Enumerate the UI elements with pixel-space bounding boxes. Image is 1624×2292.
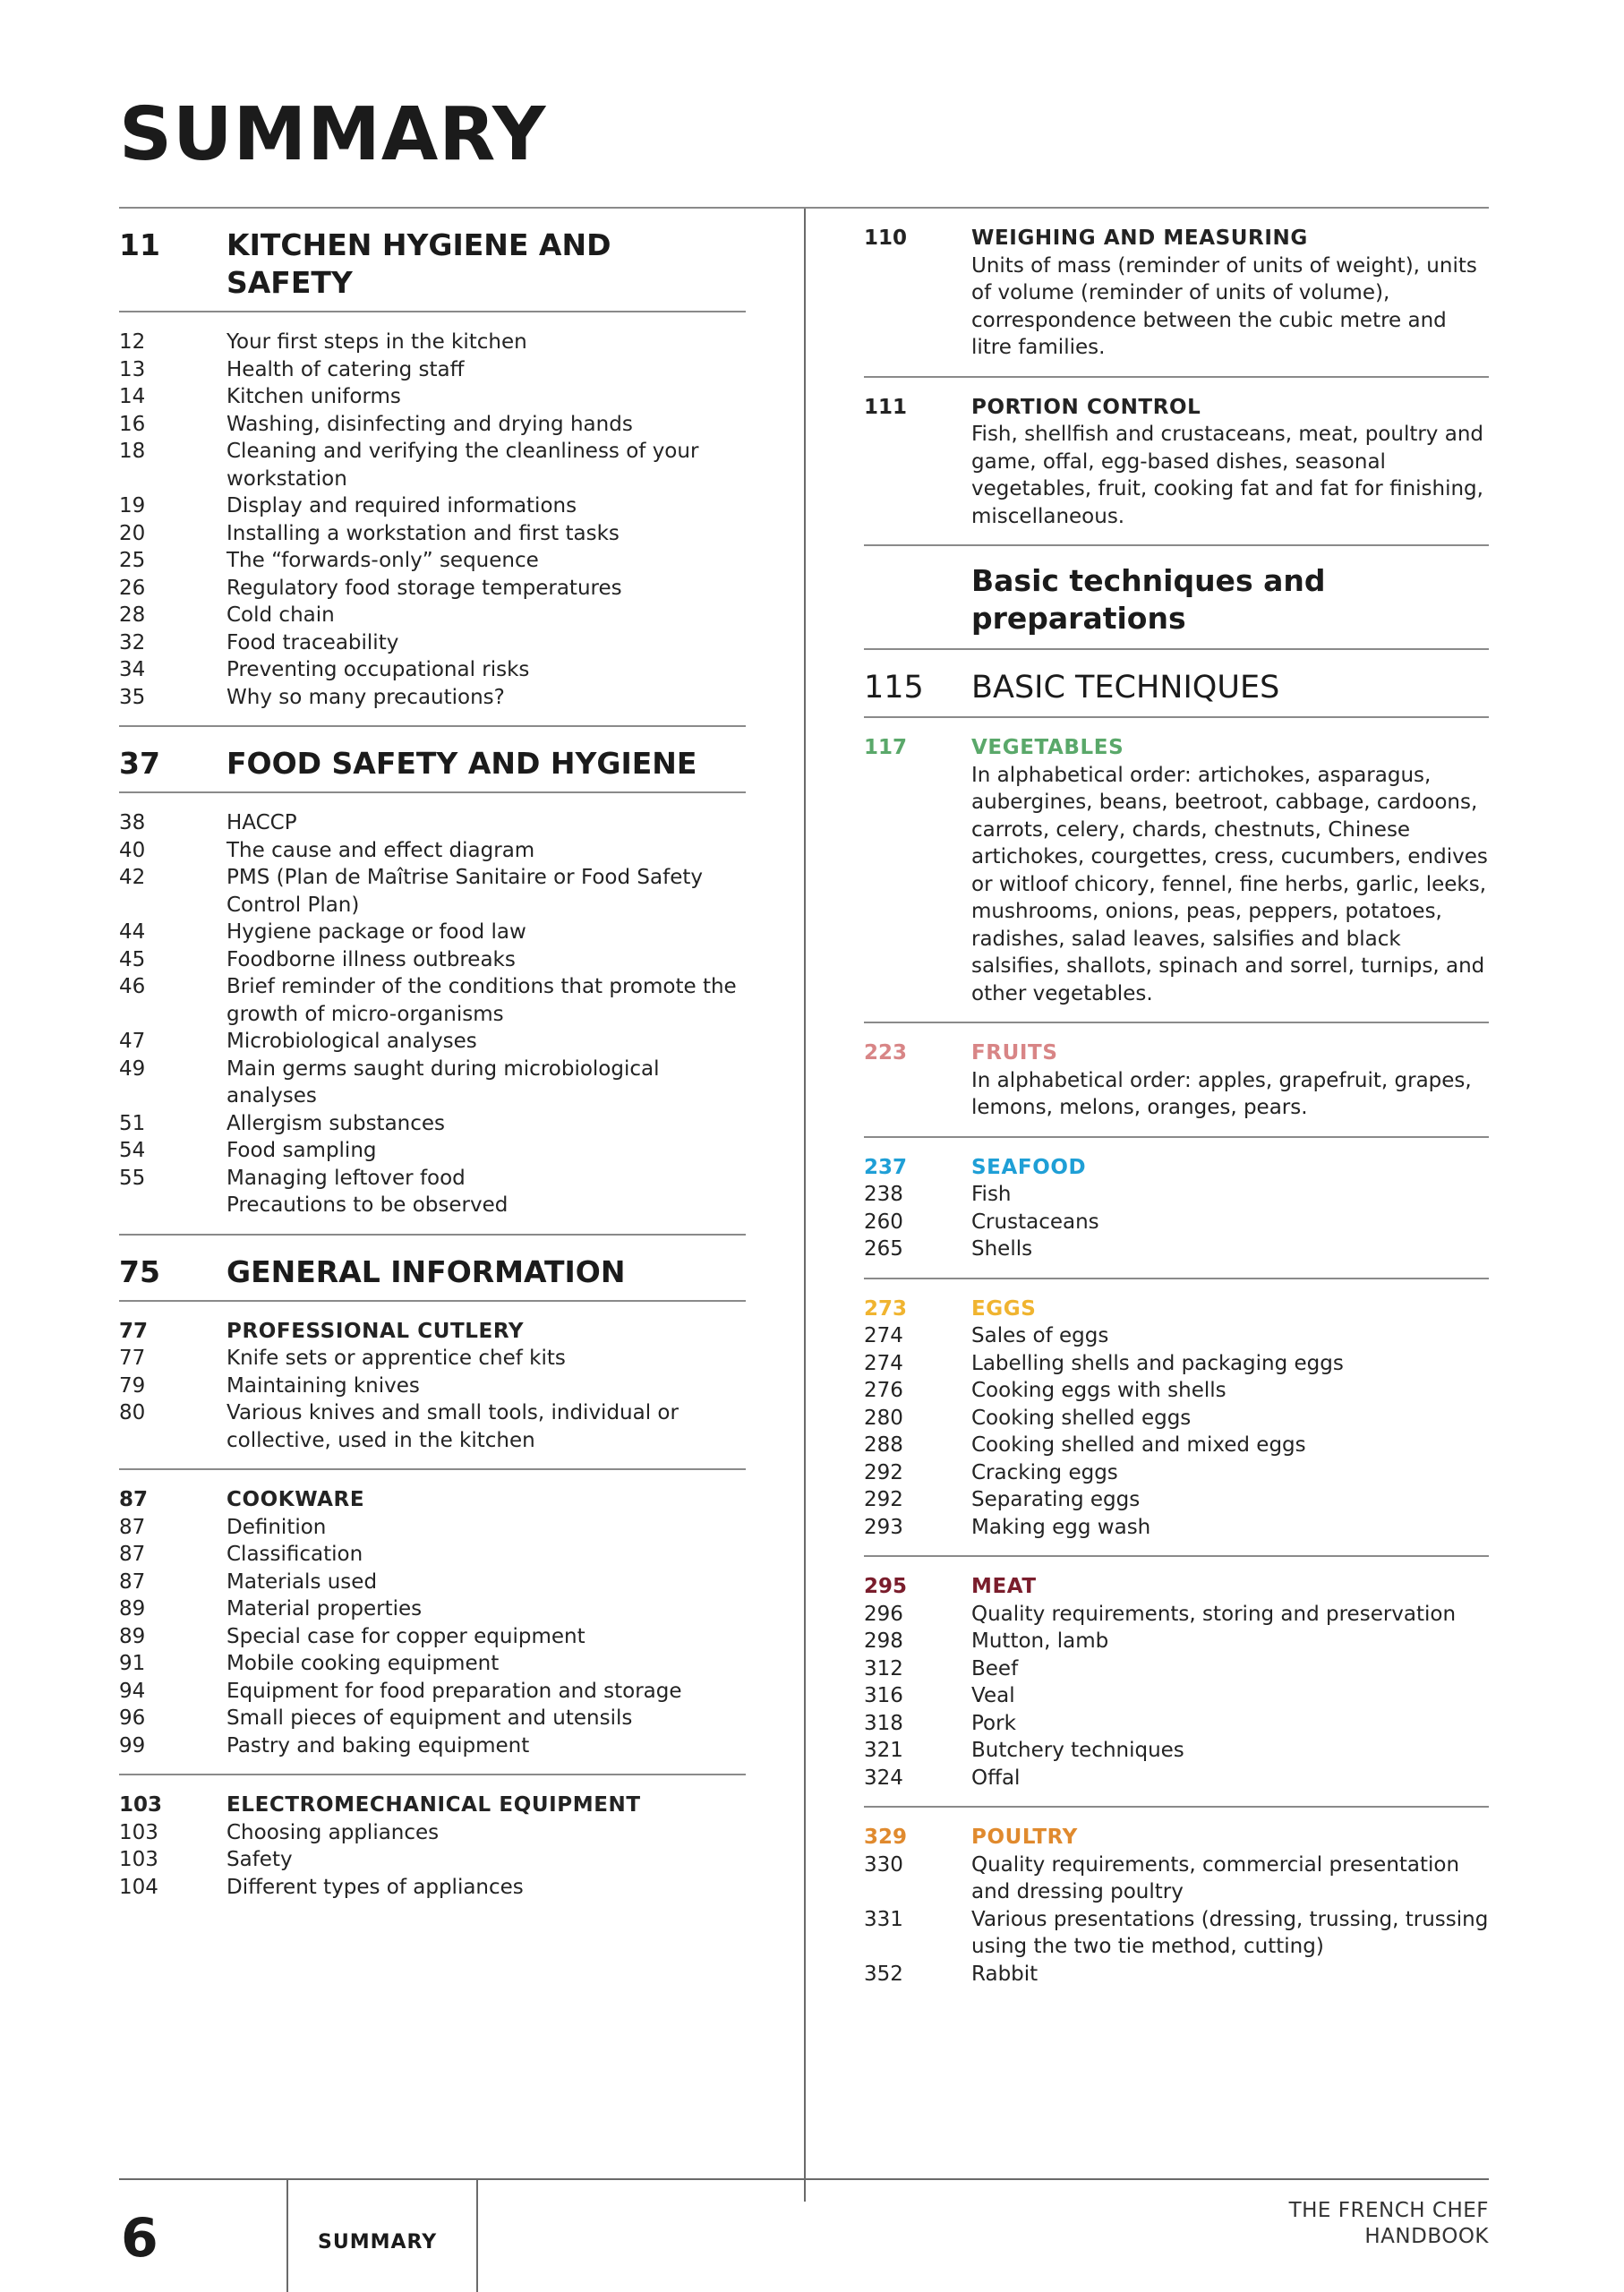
entry-title: Maintaining knives [227,1373,420,1398]
toc-entry [864,1655,1489,1683]
section-title: Basic techniques and preparations [971,563,1326,636]
entry-title: Materials used [227,1569,378,1594]
toc-entry [864,762,1489,1008]
section-title: KITCHEN HYGIENE AND SAFETY [227,227,611,300]
toc-section [864,1808,1489,2002]
section-heading [864,546,1489,648]
entry-title: Regulatory food storage temperatures [227,576,622,600]
entry-title: Pastry and baking equipment [227,1733,530,1757]
entry-page-number: 51 [119,1111,146,1135]
subsection-heading [864,1296,1489,1323]
entry-page-number: 318 [864,1711,903,1735]
footer-divider [286,2178,288,2292]
entry-page-number: 324 [864,1766,903,1790]
entry-page-number: 40 [119,838,146,862]
entry-title: Special case for copper equipment [227,1624,585,1648]
subsection-title: PROFESSIONAL CUTLERY [227,1319,525,1343]
toc-entry [864,1432,1489,1459]
section-page-number: 115 [864,670,924,706]
subsection-heading [119,1318,746,1346]
entry-title: Safety [227,1848,293,1871]
subsection-title: FRUITS [971,1041,1058,1065]
toc-entry [119,329,746,356]
entry-page-number: 331 [864,1907,903,1931]
entry-page-number: 87 [119,1515,146,1539]
entry-page-number: 26 [119,576,146,600]
entry-page-number: 80 [119,1401,146,1424]
book-title [1289,2198,1489,2250]
subsection-title: POULTRY [971,1826,1078,1849]
toc-entry [119,919,746,946]
toc-entry [119,684,746,712]
entry-title: Various knives and small tools, individual or collective, used in the kitchen [227,1401,679,1452]
entry-page-number: 12 [119,330,146,354]
toc-entry [119,1373,746,1400]
entry-title: HACCP [227,811,297,834]
running-head: SUMMARY [318,2231,438,2254]
toc-entry [864,1682,1489,1710]
toc-entry [864,1601,1489,1629]
entry-page-number: 316 [864,1684,903,1707]
toc-entry [119,1028,746,1056]
entry-title: Separating eggs [971,1488,1141,1511]
entry-title: PMS (Plan de Maîtrise Sanitaire or Food Safety Control Plan) [227,866,703,917]
section-heading [119,209,746,312]
entry-title: Offal [971,1766,1021,1790]
entry-title: Choosing appliances [227,1820,440,1844]
entry-title: Quality requirements, commercial presentation and dressing poultry [971,1852,1460,1903]
toc-entry [119,1165,746,1193]
toc-entry [119,1732,746,1760]
toc-entry [119,1192,746,1219]
entry-page-number: 321 [864,1739,903,1762]
entry-title: Veal [971,1684,1015,1707]
entry-page-number: 280 [864,1406,903,1430]
section-heading [119,1236,746,1302]
toc-entry [864,1486,1489,1514]
toc-section [864,718,1489,1023]
entry-page-number: 38 [119,811,146,834]
entry-page-number: 89 [119,1624,146,1648]
toc-entries [864,378,1489,545]
toc-section [864,378,1489,547]
toc-entry [864,1322,1489,1350]
entry-title: Allergism substances [227,1111,446,1135]
entry-page-number: 87 [119,1569,146,1594]
toc-entry [119,411,746,439]
toc-entry [119,383,746,411]
entry-page-number: 295 [864,1575,908,1598]
toc-entry [864,1405,1489,1432]
entry-title: Making egg wash [971,1515,1151,1539]
toc-entry [864,1514,1489,1542]
entry-title: Small pieces of equipment and utensils [227,1706,633,1730]
left-column [119,209,746,1915]
entry-page-number: 20 [119,521,146,545]
entry-page-number: 91 [119,1652,146,1675]
entry-page-number: 28 [119,603,146,627]
entry-page-number: 49 [119,1056,146,1081]
entry-title: Microbiological analyses [227,1030,477,1053]
toc-entry [119,547,746,575]
entry-page-number: 14 [119,385,146,408]
entry-page-number: 35 [119,685,146,709]
entry-title: Beef [971,1656,1019,1681]
entry-title: The “forwards-only” sequence [227,549,539,572]
entry-page-number: 223 [864,1041,908,1065]
subsection-heading [864,734,1489,762]
page-number: 6 [121,2207,158,2270]
toc-section [864,546,1489,650]
entry-title: Different types of appliances [227,1875,524,1899]
toc-entries [864,1808,1489,2002]
toc-entry [119,1541,746,1569]
entry-title: Why so many precautions? [227,685,505,709]
toc-entries [864,209,1489,376]
toc-entry [864,1377,1489,1405]
entry-page-number [864,421,971,530]
toc-section [119,209,746,727]
toc-section [119,727,746,1236]
entry-title: Rabbit [971,1962,1039,1986]
entry-page-number: 99 [119,1733,146,1757]
toc-section [864,650,1489,718]
entry-title: Your first steps in the kitchen [227,330,527,354]
entry-title: Brief reminder of the conditions that promote the growth of micro-organisms [227,975,737,1026]
entry-page-number: 104 [119,1875,158,1899]
entry-title: The cause and effect diagram [227,838,535,862]
entry-page-number: 47 [119,1030,146,1053]
toc-entry [119,1110,746,1138]
entry-page-number: 77 [119,1319,149,1343]
entry-page-number: 292 [864,1488,903,1511]
toc-entries [864,1557,1489,1806]
toc-entry [864,1906,1489,1961]
subsection-title: COOKWARE [227,1488,365,1511]
entry-title: Classification [227,1543,363,1566]
toc-entry [864,1852,1489,1906]
entry-title: Definition [227,1515,327,1539]
entry-page-number: 13 [119,357,146,381]
entry-title: Fish [971,1183,1012,1206]
section-heading [119,727,746,793]
entry-title: Shells [971,1237,1033,1261]
entry-page-number: 298 [864,1629,903,1653]
toc-entry [119,1650,746,1678]
entry-title: Display and required informations [227,494,577,517]
toc-entries [864,1023,1489,1136]
subsection-title: SEAFOOD [971,1155,1087,1179]
entry-page-number: 19 [119,494,146,517]
entry-page-number: 89 [119,1597,146,1621]
entry-title: Cold chain [227,603,335,627]
toc-entry [864,1209,1489,1236]
toc-section [119,1775,746,1915]
entry-title: Mutton, lamb [971,1629,1109,1653]
toc-entry [119,1705,746,1732]
entry-title: Managing leftover food [227,1166,466,1190]
entry-title: Material properties [227,1597,423,1621]
subsection-heading [119,1486,746,1514]
book-title-line: HANDBOOK [1364,2225,1489,2248]
subsection-heading [864,1573,1489,1601]
subsection-heading [864,1154,1489,1182]
toc-entry [119,1846,746,1874]
toc-entry [864,1350,1489,1378]
entry-title: Health of catering staff [227,357,465,381]
entry-title: Cooking eggs with shells [971,1379,1227,1402]
entry-title: In alphabetical order: artichokes, asparagus, aubergines, beans, beetroot, cabbage, cardoons, carrots, celery, chards, chestnuts, Chinese artichokes, courgettes, cress, cucumbers, endives or witloof chicory, fennel, fine herbs, garlic, leeks, mushrooms, onions, peas, peppers, potatoes, radishes, salad leaves, salsifies and black salsifies, shallots, spinach and sorrel, turnips, and other vegetables. [971,763,1488,1005]
toc-entry [864,1459,1489,1487]
toc-section [119,1470,746,1775]
entry-title: In alphabetical order: apples, grapefruit, grapes, lemons, melons, oranges, pears. [971,1068,1472,1119]
entry-page-number: 87 [119,1543,146,1566]
toc-entry [119,492,746,520]
toc-entry [119,1623,746,1651]
subsection-heading [864,1824,1489,1852]
toc-entry [119,973,746,1028]
toc-entry [119,438,746,492]
entry-page-number: 237 [864,1155,908,1179]
toc-entry [119,1595,746,1623]
toc-entry [119,356,746,384]
entry-title: Preventing occupational risks [227,658,530,681]
subsection-heading [864,394,1489,422]
toc-entries [864,1279,1489,1556]
entry-page-number: 117 [864,736,908,759]
entry-page-number: 274 [864,1324,903,1347]
entry-page-number: 103 [119,1820,158,1844]
entry-page-number: 260 [864,1210,903,1234]
entry-title: Equipment for food preparation and storage [227,1679,682,1703]
section-page-number: 75 [119,1253,160,1289]
entry-page-number: 54 [119,1139,146,1162]
entry-title: Labelling shells and packaging eggs [971,1351,1344,1375]
entry-title: Knife sets or apprentice chef kits [227,1347,566,1370]
toc-entry [119,602,746,629]
entry-page-number: 273 [864,1296,908,1321]
toc-entry [119,575,746,603]
entry-page-number: 329 [864,1826,908,1849]
section-title: GENERAL INFORMATION [227,1253,626,1289]
subsection-title: VEGETABLES [971,736,1124,759]
toc-entry [119,656,746,684]
section-page-number [864,562,971,637]
subsection-heading [864,225,1489,252]
footer-divider [476,2178,478,2292]
toc-entry [864,421,1489,530]
entry-page-number [119,1192,227,1219]
right-column [864,209,1489,2002]
toc-entries [119,1302,746,1469]
subsection-title: WEIGHING AND MEASURING [971,227,1308,250]
column-divider [804,209,806,2202]
section-page-number: 11 [119,227,160,262]
entry-title: Fish, shellfish and crustaceans, meat, poultry and game, offal, egg-based dishes, seasonal vegetables, fruit, cooking fat and fat for finishing, miscellaneous. [971,423,1484,528]
toc-entry [119,1137,746,1165]
toc-section [864,209,1489,378]
toc-entry [119,946,746,974]
entry-page-number: 103 [119,1793,163,1817]
book-title-line: THE FRENCH CHEF [1288,2199,1489,2222]
section-title: FOOD SAFETY AND HYGIENE [227,746,697,781]
toc-entries [119,793,746,1234]
entry-page-number: 45 [119,947,146,971]
toc-entry [119,1819,746,1847]
entry-title: Foodborne illness outbreaks [227,947,516,971]
toc-entry [864,1067,1489,1122]
entry-page-number: 292 [864,1460,903,1484]
entry-title: Cleaning and verifying the cleanliness of your workstation [227,440,699,491]
entry-page-number [864,1067,971,1122]
toc-entry [119,1678,746,1706]
toc-section [864,1023,1489,1138]
toc-entries [119,312,746,725]
entry-title: Kitchen uniforms [227,385,401,408]
toc-entry [119,864,746,919]
entry-page-number: 16 [119,412,146,436]
entry-page-number: 111 [864,395,908,419]
entry-page-number: 274 [864,1351,903,1375]
toc-section [864,1138,1489,1279]
toc-section [119,1236,746,1471]
entry-page-number: 44 [119,920,146,944]
entry-title: Units of mass (reminder of units of weight), units of volume (reminder of units of volume), correspondence between the cubic metre and litre families. [971,253,1477,359]
entry-page-number: 34 [119,658,146,681]
entry-title: Cooking shelled and mixed eggs [971,1433,1306,1457]
toc-entry [864,1236,1489,1263]
entry-page-number: 32 [119,630,146,654]
entry-title: Butchery techniques [971,1739,1184,1762]
toc-entry [119,1874,746,1902]
entry-title: Mobile cooking equipment [227,1652,500,1675]
toc-entry [119,1345,746,1373]
toc-entry [864,1181,1489,1209]
toc-entry [864,252,1489,362]
entry-page-number: 296 [864,1602,903,1626]
toc-entry [864,1710,1489,1738]
entry-page-number: 352 [864,1962,903,1986]
toc-entries [119,1775,746,1915]
toc-entry [864,1765,1489,1792]
toc-entry [119,1056,746,1110]
entry-page-number: 265 [864,1237,903,1261]
toc-entry [119,1514,746,1542]
subsection-heading [864,1039,1489,1067]
toc-entry [119,520,746,548]
subsection-title: EGGS [971,1296,1037,1321]
entry-title: Pork [971,1711,1016,1735]
entry-page-number: 293 [864,1515,903,1539]
entry-title: Food traceability [227,630,399,654]
subsection-title: ELECTROMECHANICAL EQUIPMENT [227,1793,641,1817]
entry-title: Food sampling [227,1139,377,1162]
toc-entry [119,1399,746,1454]
subsection-heading [119,1792,746,1819]
toc-entry [119,629,746,657]
toc-section [864,1557,1489,1808]
subsection-title: PORTION CONTROL [971,395,1201,419]
entry-page-number: 276 [864,1379,903,1402]
subsection-title: MEAT [971,1575,1037,1598]
entry-page-number: 55 [119,1166,146,1190]
entry-title: Various presentations (dressing, trussing, trussing using the two tie method, cutting) [971,1907,1489,1958]
toc-entries [864,1138,1489,1278]
entry-title: Installing a workstation and first tasks [227,521,620,545]
entry-page-number [864,252,971,362]
toc-entry [119,1569,746,1596]
section-page-number: 37 [119,746,160,781]
entry-title: Washing, disinfecting and drying hands [227,412,633,436]
entry-page-number: 96 [119,1706,146,1730]
entry-title: Sales of eggs [971,1324,1109,1347]
entry-title: Main germs saught during microbiological analyses [227,1056,660,1108]
entry-page-number: 238 [864,1183,903,1206]
entry-page-number: 288 [864,1433,903,1457]
entry-page-number: 46 [119,975,146,998]
page-title: SUMMARY [119,92,547,177]
section-heading [864,650,1489,716]
footer-rule [119,2178,1489,2180]
entry-page-number: 18 [119,440,146,463]
entry-page-number: 312 [864,1656,903,1681]
entry-title: Cracking eggs [971,1460,1118,1484]
entry-page-number: 25 [119,549,146,572]
toc-entry [864,1961,1489,1988]
entry-title: Hygiene package or food law [227,920,526,944]
toc-entry [119,809,746,837]
entry-page-number: 79 [119,1373,146,1398]
toc-entry [864,1737,1489,1765]
entry-page-number: 330 [864,1852,903,1877]
entry-page-number: 110 [864,227,908,250]
entry-page-number [864,762,971,1008]
entry-page-number: 87 [119,1488,149,1511]
toc-entry [864,1628,1489,1655]
section-title: BASIC TECHNIQUES [971,670,1280,706]
entry-page-number: 42 [119,866,146,889]
toc-section [864,1279,1489,1558]
toc-entry [119,837,746,865]
entry-title: Precautions to be observed [227,1193,509,1217]
entry-page-number: 77 [119,1347,146,1370]
entry-title: Quality requirements, storing and preservation [971,1602,1457,1626]
entry-page-number: 94 [119,1679,146,1703]
entry-title: Cooking shelled eggs [971,1406,1192,1430]
toc-entries [864,718,1489,1022]
entry-page-number: 103 [119,1848,158,1871]
toc-entries [119,1470,746,1774]
entry-title: Crustaceans [971,1210,1099,1234]
